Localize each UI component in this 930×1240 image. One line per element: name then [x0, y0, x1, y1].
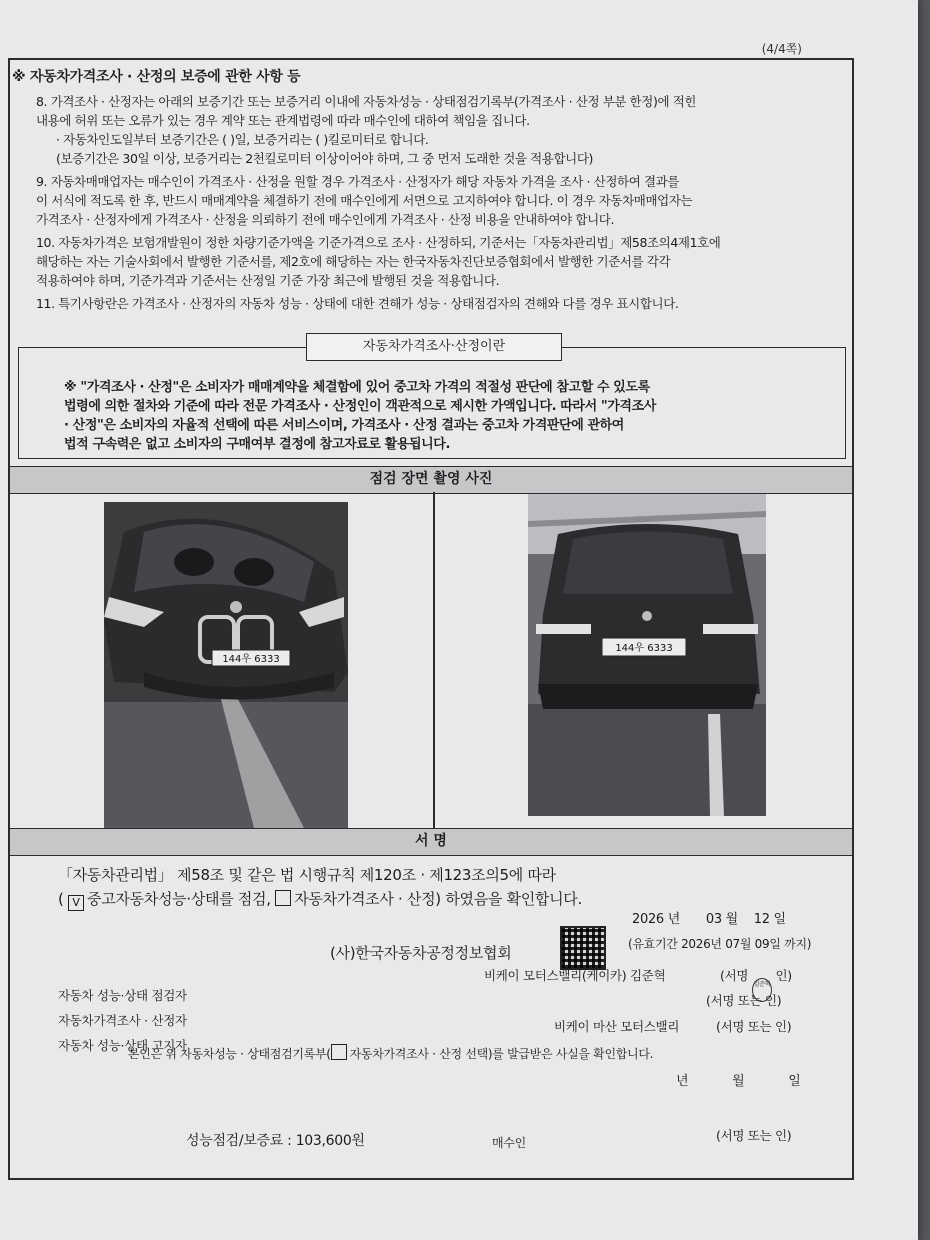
- appraiser-sign: (서명 또는 인): [706, 993, 782, 1008]
- check-line-a: 중고자동차성능·상태를 점검,: [87, 890, 271, 908]
- unchecked-box-icon[interactable]: [275, 890, 291, 906]
- item-line: 10. 자동차가격은 보험개발원이 정한 차량기준가액을 기준가격으로 조사 · 산정하되, 기준서는「자동차관리법」제58조의4제1호에: [36, 235, 721, 250]
- notifier-name: 비케이 마산 모터스밸리: [554, 1019, 680, 1034]
- notice-line: ※ "가격조사 · 산정"은 소비자가 매매계약을 체결함에 있어 중고차 가격의 적절성 판단에 참고할 수 있도록: [64, 380, 650, 395]
- item-line: 해당하는 자는 기술사회에서 발행한 기준서를, 제2호에 해당하는 자는 한국자동차진단보증협회에서 발행한 기준서를 각각: [36, 254, 671, 269]
- rear-car-image: [528, 494, 766, 816]
- confirm-line: [128, 1044, 653, 1062]
- item-line: 내용에 허위 또는 오류가 있는 경우 계약 또는 관계법령에 따라 매수인에 대하여 책임을 집니다.: [36, 113, 530, 128]
- inspector-name: 비케이 모터스밸리(케이카) 김준혁: [484, 968, 666, 983]
- front-car-photo: [104, 502, 348, 828]
- item-line: · 자동차인도일부터 보증기간은 ( )일, 보증거리는 ( )킬로미터로 합니다.: [56, 132, 429, 147]
- notice-box-label: 자동차가격조사·산정이란: [306, 333, 562, 361]
- notice-line: · 산정"은 소비자의 자율적 선택에 따른 서비스이며, 가격조사 · 산정 결과는 중고차 가격판단에 관하여: [64, 418, 624, 433]
- front-car-image: [104, 502, 348, 828]
- unchecked-box-icon[interactable]: [331, 1044, 347, 1060]
- item-line: 11. 특기사항란은 가격조사 · 산정자의 자동차 성능 · 상태에 대한 견해가 성능 · 상태점검자의 견해와 다를 경우 표시합니다.: [36, 296, 679, 311]
- rear-plate-text: 144우 6333: [615, 643, 673, 654]
- rear-car-photo: [528, 494, 766, 816]
- org-name: (사)한국자동차공정정보협회: [330, 944, 512, 962]
- photo-divider: [433, 492, 435, 828]
- item-11: [36, 294, 826, 313]
- photos-header: 점검 장면 촬영 사진: [10, 466, 852, 494]
- check-line-b: 자동차가격조사 · 산정) 하였음을 확인합니다.: [294, 890, 582, 908]
- front-plate-text: 144우 6333: [222, 654, 280, 665]
- notifier-sign: (서명 또는 인): [716, 1019, 792, 1034]
- issue-date: [632, 908, 786, 927]
- law-line: 「자동차관리법」 제58조 및 같은 법 시행규칙 제120조 · 제123조의5에 따라: [58, 866, 556, 884]
- item-line: 9. 자동차매매업자는 매수인이 가격조사 · 산정을 원할 경우 가격조사 · 산정자가 해당 자동차 가격을 조사 · 산정하여 결과를: [36, 174, 679, 189]
- role-notifier: 자동차 성능·상태 고지자: [58, 1038, 187, 1053]
- inspector-sign-end: 인): [775, 968, 792, 983]
- date-year: 2026: [632, 912, 664, 927]
- item-line: 8. 가격조사 · 산정자는 아래의 보증기간 또는 보증거리 이내에 자동차성능 · 상태점검기록부(가격조사 · 산정 부분 한정)에 적힌: [36, 94, 697, 109]
- date-month: 03: [705, 912, 722, 927]
- date-day: 12: [753, 912, 770, 927]
- page-number: (4/4쪽): [761, 42, 802, 56]
- role-appraiser: 자동차가격조사 · 산정자: [58, 1013, 187, 1028]
- inspector-sign-label: (서명: [720, 968, 749, 983]
- item-9: [36, 172, 826, 229]
- date-day-unit: 일: [773, 912, 786, 927]
- blank-date: [676, 1070, 800, 1089]
- qr-code-icon: [560, 926, 606, 970]
- confirm-line-b: 자동차가격조사 · 산정 선택)를 발급받은 사실을 확인합니다.: [349, 1047, 654, 1061]
- checked-box-icon[interactable]: V: [68, 895, 84, 911]
- blank-month: 월: [732, 1074, 745, 1089]
- check-line: [58, 888, 582, 911]
- validity-period: (유효기간 2026년 07월 09일 까지): [628, 937, 812, 951]
- signature-stamp-icon: 김준혁: [752, 978, 772, 1002]
- item-line: 이 서식에 적도록 한 후, 반드시 매매계약을 체결하기 전에 매수인에게 서면으로 고지하여야 합니다. 이 경우 자동차매매업자는: [36, 193, 693, 208]
- buyer-label: 매수인: [492, 1136, 526, 1150]
- role-inspector: 자동차 성능·상태 점검자: [58, 988, 187, 1003]
- notice-line: 법령에 의한 절차와 기준에 따라 전문 가격조사 · 산정인이 객관적으로 제시한 가액입니다. 따라서 "가격조사: [64, 399, 656, 414]
- blank-day: 일: [788, 1074, 801, 1089]
- item-line: 가격조사 · 산정자에게 가격조사 · 산정을 의뢰하기 전에 매수인에게 가격조사 · 산정 비용을 안내하여야 합니다.: [36, 212, 615, 227]
- confirm-line-a: 본인은 위 자동차성능 · 상태점검기록부(: [128, 1047, 331, 1061]
- section-title: ※ 자동차가격조사 · 산정의 보증에 관한 사항 등: [12, 69, 301, 85]
- notice-text: [64, 378, 804, 454]
- blank-year: 년: [676, 1074, 689, 1089]
- open-paren: (: [58, 890, 64, 908]
- item-10: [36, 233, 826, 290]
- item-8: [36, 92, 826, 168]
- item-line: (보증기간은 30일 이상, 보증거리는 2천킬로미터 이상이어야 하며, 그 중 먼저 도래한 것을 적용합니다): [56, 151, 593, 166]
- signature-header: 서 명: [10, 828, 852, 856]
- date-month-unit: 월: [725, 912, 738, 927]
- item-line: 적용하여야 하며, 기준가격과 기준서는 산정일 기준 가장 최근에 발행된 것을 적용합니다.: [36, 273, 500, 288]
- notice-line: 법적 구속력은 없고 소비자의 구매여부 결정에 참고자료로 활용됩니다.: [64, 437, 451, 452]
- fee-text: 성능점검/보증료 : 103,600원: [186, 1133, 365, 1149]
- buyer-sign: (서명 또는 인): [716, 1128, 792, 1143]
- date-year-unit: 년: [667, 912, 680, 927]
